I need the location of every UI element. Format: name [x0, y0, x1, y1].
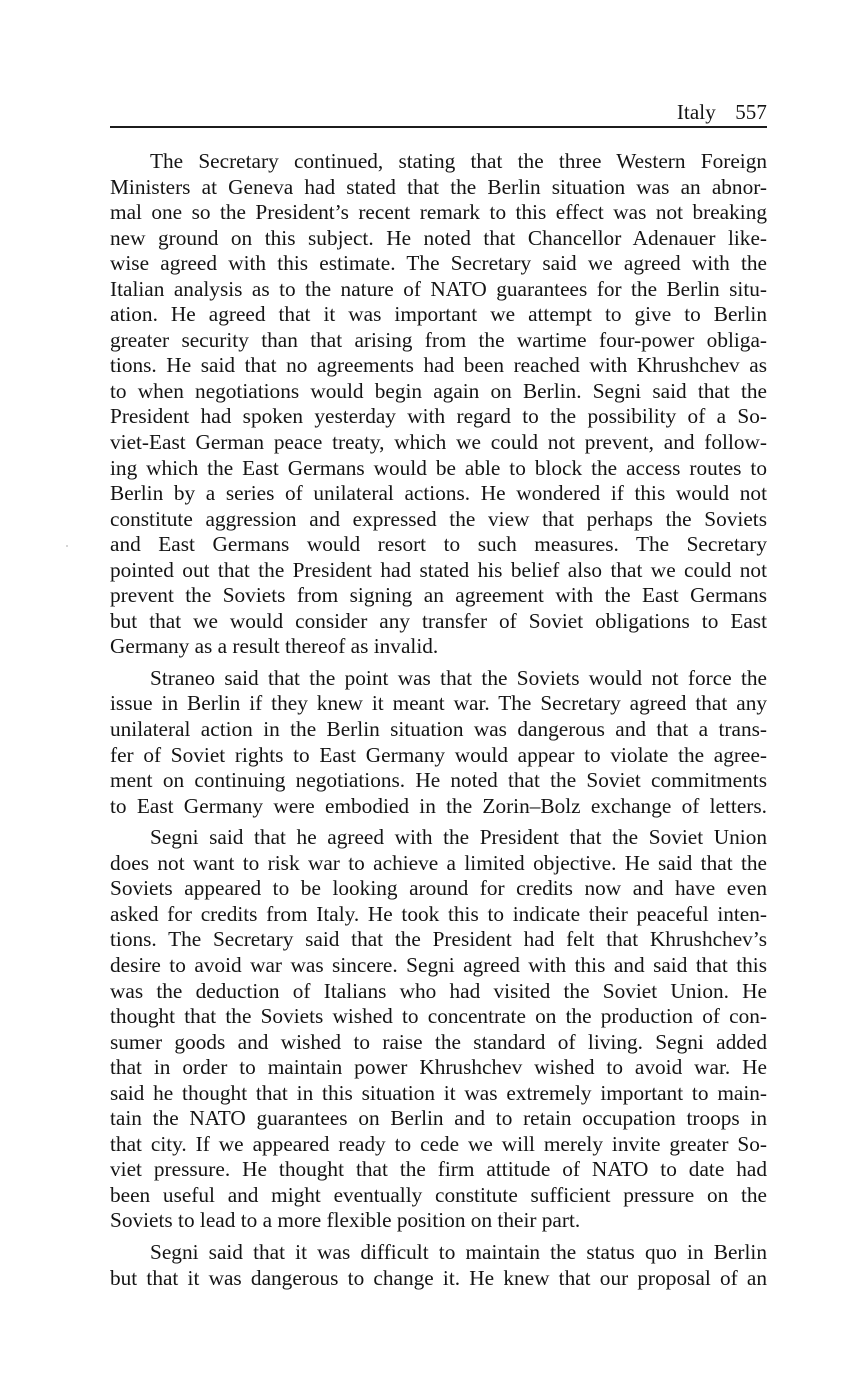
text-line: was the deduction of Italians who had visited the Soviet Union. He — [110, 978, 767, 1003]
text-line: tions. He said that no agreements had been reached with Khrushchev as — [110, 353, 767, 378]
text-line: The Secretary continued, stating that the three Western Foreign — [150, 149, 767, 173]
text-line: wise agreed with this estimate. The Secretary said we agreed with the — [110, 251, 767, 276]
text-line: desire to avoid war was sincere. Segni agreed with this and said that this — [110, 952, 767, 977]
text-line: mal one so the President’s recent remark to this effect was not breaking — [110, 200, 767, 225]
text-line: unilateral action in the Berlin situation was dangerous and that a trans- — [110, 717, 767, 742]
text-line: sumer goods and wished to raise the standard of living. Segni added — [110, 1029, 767, 1054]
text-line: but that it was dangerous to change it. He knew that our proposal of an — [110, 1265, 767, 1290]
text-line: does not want to risk war to achieve a limited objective. He said that the — [110, 850, 767, 875]
text-line: thought that the Soviets wished to concentrate on the production of con- — [110, 1004, 767, 1029]
text-line: Segni said that he agreed with the President that the Soviet Union — [150, 825, 767, 850]
text-line: tions. The Secretary said that the President had felt that Khrushchev’s — [110, 927, 767, 952]
text-line: Soviets appeared to be looking around for credits now and have even — [110, 876, 767, 901]
text-line: that in order to maintain power Khrushchev wished to avoid war. He — [110, 1055, 767, 1080]
text-line: to East Germany were embodied in the Zorin–Bolz exchange of letters. — [110, 793, 767, 818]
text-line: viet-East German peace treaty, which we could not prevent, and follow- — [110, 430, 767, 455]
text-line: and East Germans would resort to such measures. The Secretary — [110, 532, 767, 557]
text-line: ing which the East Germans would be able to block the access routes to — [110, 455, 767, 480]
text-line: constitute aggression and expressed the view that perhaps the Soviets — [110, 506, 767, 531]
text-line: ment on continuing negotiations. He noted that the Soviet commitments — [110, 768, 767, 793]
text-line: viet pressure. He thought that the firm attitude of NATO to date had — [110, 1157, 767, 1182]
paragraph-1 — [110, 149, 767, 660]
text-line: tain the NATO guarantees on Berlin and to retain occupation troops in — [110, 1106, 767, 1131]
text-line: issue in Berlin if they knew it meant war. The Secretary agreed that any — [110, 691, 767, 716]
running-title: Italy — [676, 100, 716, 124]
text-line: to when negotiations would begin again on Berlin. Segni said that the — [110, 378, 767, 403]
text-line: Ministers at Geneva had stated that the Berlin situation was an abnor- — [110, 174, 767, 199]
page-number: 557 — [735, 100, 767, 124]
text-line: pointed out that the President had stated his belief also that we could not — [110, 557, 767, 582]
text-line: that city. If we appeared ready to cede we will merely invite greater So- — [110, 1131, 767, 1156]
running-head — [677, 100, 767, 124]
text-line: said he thought that in this situation it was extremely important to main- — [110, 1080, 767, 1105]
scan-speck — [66, 545, 68, 547]
text-line: ation. He agreed that it was important we attempt to give to Berlin — [110, 302, 767, 327]
text-line: been useful and might eventually constitute sufficient pressure on the — [110, 1182, 767, 1207]
text-line: Germany as a result thereof as invalid. — [110, 634, 439, 659]
header-rule — [110, 126, 767, 128]
text-line: President had spoken yesterday with regard to the possibility of a So- — [110, 404, 767, 429]
text-line: new ground on this subject. He noted that Chancellor Adenauer like- — [110, 225, 767, 250]
paragraph-3 — [110, 825, 767, 1234]
paragraph-4 — [110, 1240, 767, 1291]
text-line: Straneo said that the point was that the Soviets would not force the — [150, 665, 767, 690]
text-line: Soviets to lead to a more flexible position on their part. — [110, 1208, 581, 1233]
body-text — [110, 149, 767, 1291]
text-line: Segni said that it was difficult to maintain the status quo in Berlin — [150, 1239, 767, 1264]
text-line: Berlin by a series of unilateral actions. He wondered if this would not — [110, 481, 767, 506]
text-line: prevent the Soviets from signing an agreement with the East Germans — [110, 583, 767, 608]
text-line: but that we would consider any transfer of Soviet obligations to East — [110, 608, 767, 633]
paragraph-2 — [110, 666, 767, 819]
text-line: asked for credits from Italy. He took this to indicate their peaceful inten- — [110, 901, 767, 926]
text-line: Italian analysis as to the nature of NATO guarantees for the Berlin situ- — [110, 276, 767, 301]
text-line: greater security than that arising from the wartime four-power obliga- — [110, 327, 767, 352]
text-line: fer of Soviet rights to East Germany would appear to violate the agree- — [110, 742, 767, 767]
